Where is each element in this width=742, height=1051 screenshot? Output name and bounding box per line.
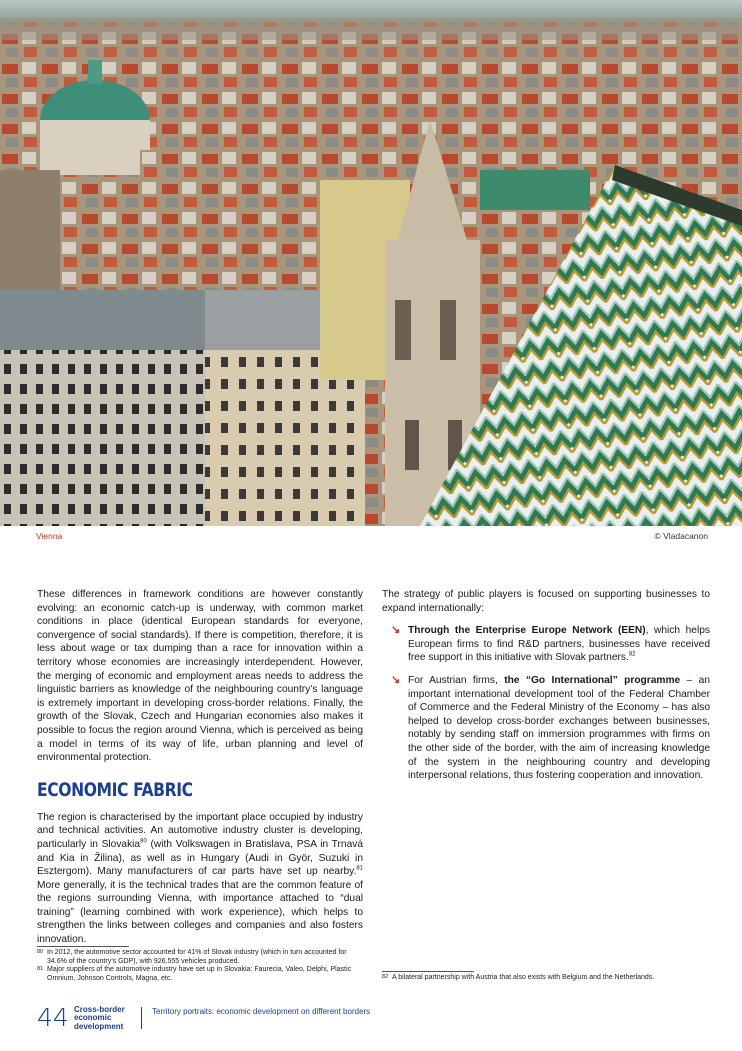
photo-credit: © Vladacanon <box>654 531 708 541</box>
running-title: Territory portraits: economic development on different borders <box>152 1007 371 1016</box>
footnote-ref-80[interactable]: 80 <box>140 838 147 845</box>
footnote-text: A bilateral partnership with Austria that also exists with Belgium and the Netherlands. <box>392 974 655 981</box>
left-column <box>37 588 363 956</box>
list-item <box>391 624 710 665</box>
page-footer <box>37 1003 717 1033</box>
section-title: ECONOMIC FABRIC <box>37 778 193 801</box>
footnote-text: In 2012, the automotive sector accounted for 41% of Slovak industry (which in turn accounted for 34.6% of the country’s GDP), with 926,555 vehicles produced. <box>47 949 347 965</box>
strategy-list <box>391 624 710 783</box>
list-item <box>391 673 710 783</box>
bullet-text: , which helps European firms to find R&D partners, businesses have received free support in this initiative with Slovak partners. <box>408 625 710 664</box>
footnote-divider <box>37 946 129 947</box>
footnote-number: 80 <box>37 949 44 955</box>
footnote-ref-81[interactable]: 81 <box>356 865 363 872</box>
bullet-bold-text: Through the Enterprise Europe Network (EEN) <box>408 625 646 637</box>
paragraph-text: More generally, it is the technical trades that are the common feature of the regions surrounding Vienna, with importance attached to “dual training” (learning combined with work experience), which helps to strengthen the links between colleges and companies and also fosters innovation. <box>37 879 363 946</box>
footer-separator <box>141 1007 142 1029</box>
publication-title-line: development <box>74 1021 124 1031</box>
economic-fabric-paragraph <box>37 811 363 947</box>
intro-paragraph: These differences in framework conditions are however constantly evolving: an economic catch-up is underway, with common market conditions in place (identical European standards for everyone, convergence of social standards). If there is competition, therefore, it is less about wage or tax dumping than a race for innovation within a territory whose economies are increasingly interdependent. However, the merging of economic and employment areas needs to address the linguistic barriers as knowledge of the neighbouring country’s language is extremely important in developing cross-border relations. Finally, the growth of the Slovak, Czech and Hungarian economies also makes it possible to focus the region around Vienna, which is perceived as being a model in terms of its way of life, urban planning and level of environmental protection. <box>37 589 363 764</box>
arrow-down-right-icon: ↘ <box>391 624 401 637</box>
footnote-number: 82 <box>382 974 389 980</box>
right-column <box>382 588 710 792</box>
publication-title-line: Cross-border <box>74 1005 125 1014</box>
footnote-82 <box>382 974 710 983</box>
bullet-text: – an important international development tool of the Federal Chamber of Commerce and the Federal Ministry of the Economy – has also helped to develop cross-border exchanges between businesses, notably by sending staff on immersion programmes with firms on the other side of the border, with the aim of increasing knowledge of the system in the neighbouring country and developing interpersonal relations, thus fostering cooperation and innovation. <box>408 674 710 782</box>
bullet-bold-text: the “Go International” programme <box>504 674 681 686</box>
strategy-intro: The strategy of public players is focused on supporting businesses to expand internationally: <box>382 589 710 614</box>
footnote-number: 81 <box>37 966 44 973</box>
arrow-down-right-icon: ↘ <box>391 673 401 686</box>
footnote-text: Major suppliers of the automotive industry have set up in Slovakia: Faurecia, Valeo, Delphi, Plastic Omnium, Johnson Controls, Magna, etc. <box>47 966 352 982</box>
footnote-divider <box>382 971 474 972</box>
publication-title-line: economic <box>74 1013 112 1023</box>
photo-caption: Vienna <box>36 531 63 541</box>
footnote-ref-82[interactable]: 82 <box>628 651 636 658</box>
footnotes-right <box>382 974 710 983</box>
footnote-80 <box>37 949 363 966</box>
publication-title <box>74 1006 134 1031</box>
footnotes-left <box>37 949 363 983</box>
paragraph-text: (with Volkswagen in Bratislava, PSA in Trnavá and Kia in Žilina), as well as in Hungary (Audi in Györ, Suzuki in Esztergom). Many manufacturers of car parts have set up nearby. <box>37 838 363 878</box>
footnote-81 <box>37 966 363 983</box>
bullet-text: For Austrian firms, <box>408 674 505 686</box>
paragraph-text: The region is characterised by the important place occupied by industry and technical activities. An automotive industry cluster is developing, particularly in Slovakia <box>37 811 363 850</box>
page-number: 44 <box>37 1003 69 1032</box>
